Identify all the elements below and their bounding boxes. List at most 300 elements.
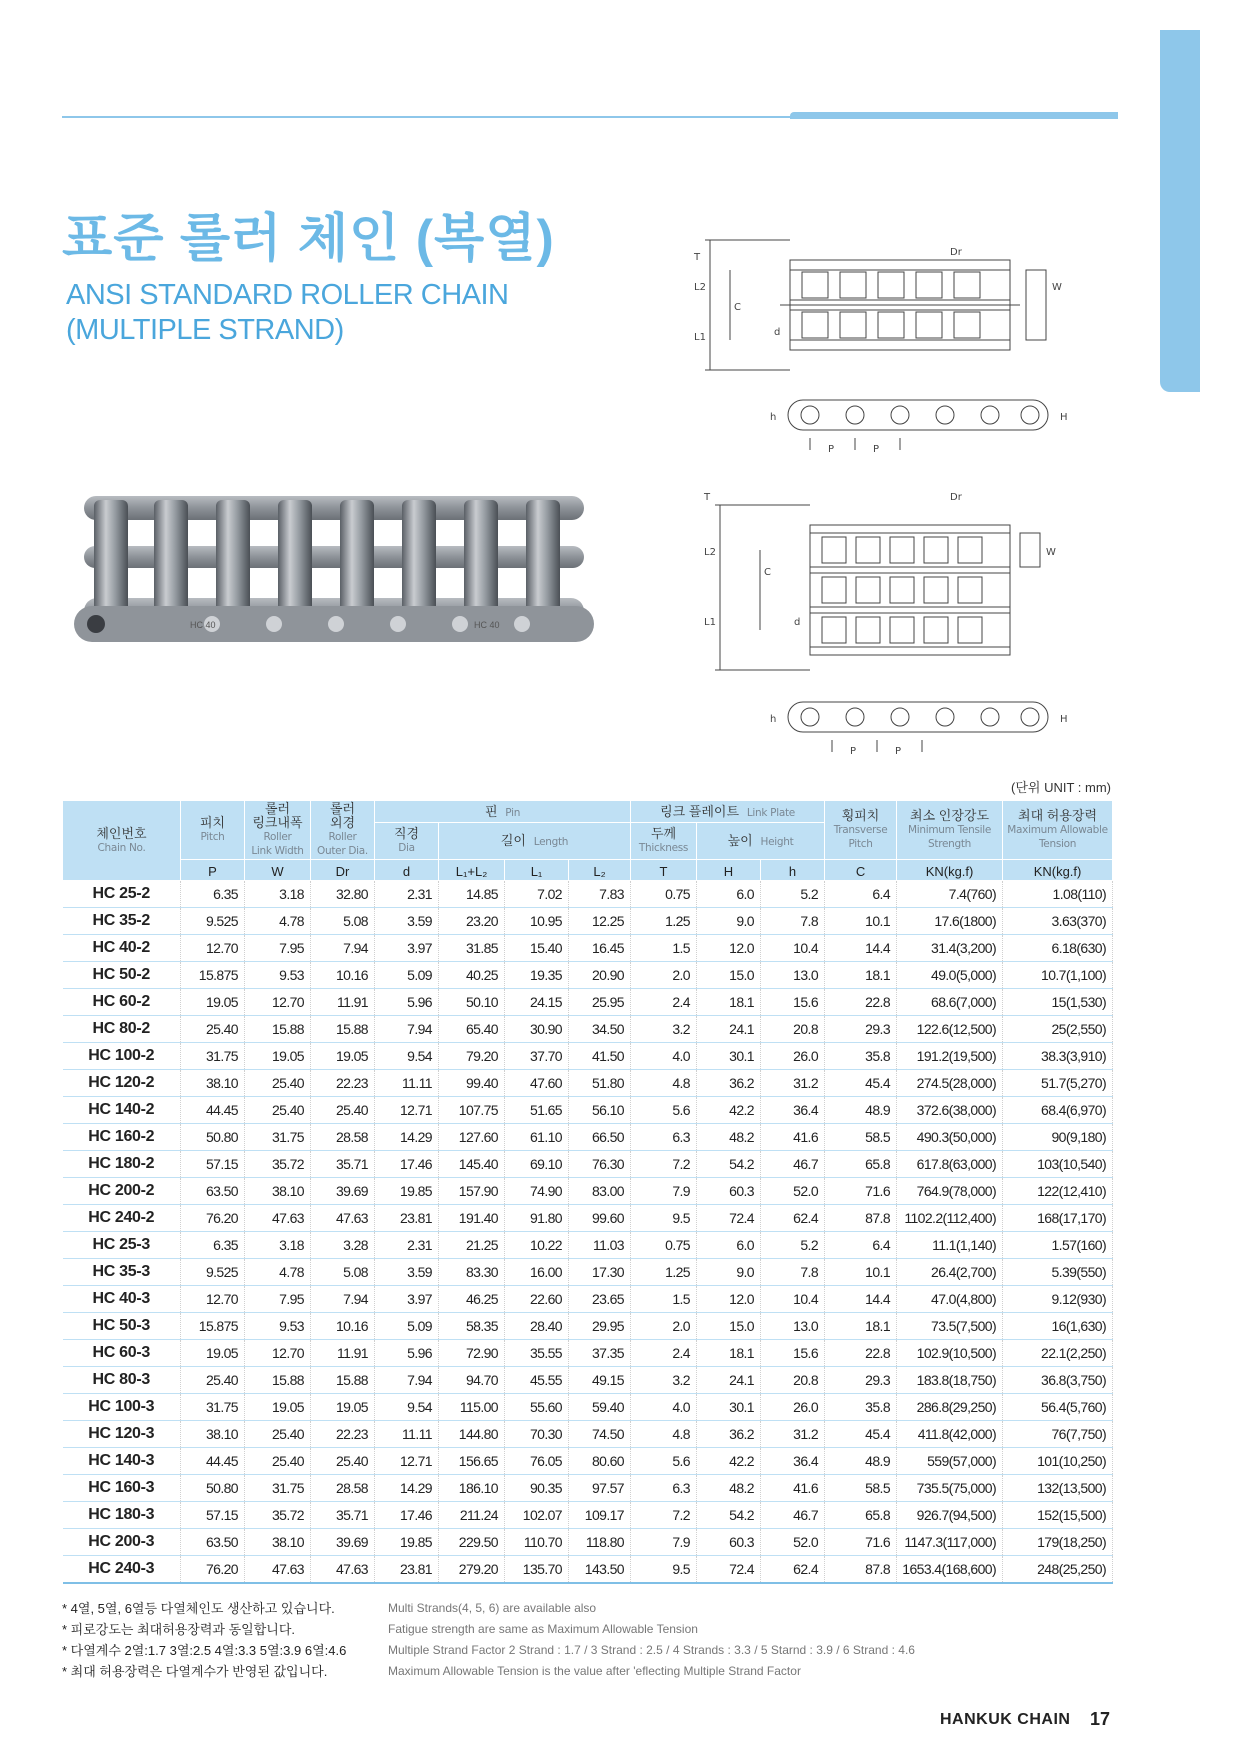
chain-number-cell: HC 100-2 — [63, 1043, 181, 1070]
label-Dr: Dr — [950, 247, 962, 258]
note-ko-4: * 최대 허용장력은 다열계수가 반영된 값입니다. — [62, 1664, 328, 1679]
table-cell: 57.15 — [181, 1502, 245, 1529]
table-cell: 2.31 — [375, 881, 439, 908]
table-row — [63, 935, 1113, 962]
table-cell: 50.80 — [181, 1124, 245, 1151]
header-pin: 핀 Pin — [375, 801, 631, 823]
label-L1: L1 — [694, 332, 706, 343]
table-row — [63, 1232, 1113, 1259]
table-cell: 411.8(42,000) — [897, 1421, 1003, 1448]
table-cell: 26.0 — [761, 1043, 825, 1070]
chain-number-cell: HC 35-3 — [63, 1259, 181, 1286]
table-cell: 58.35 — [439, 1313, 505, 1340]
unit-label: (단위 UNIT : mm) — [1011, 780, 1111, 795]
table-cell: 20.90 — [569, 962, 631, 989]
table-cell: 168(17,170) — [1003, 1205, 1113, 1232]
table-cell: 3.63(370) — [1003, 908, 1113, 935]
table-cell: 3.97 — [375, 935, 439, 962]
table-cell: 3.28 — [311, 1232, 375, 1259]
table-cell: 29.3 — [825, 1016, 897, 1043]
table-cell: 37.35 — [569, 1340, 631, 1367]
table-cell: 56.4(5,760) — [1003, 1394, 1113, 1421]
table-row — [63, 1070, 1113, 1097]
table-row — [63, 1475, 1113, 1502]
table-cell: 248(25,250) — [1003, 1556, 1113, 1584]
chain-number-cell: HC 60-2 — [63, 989, 181, 1016]
table-cell: 186.10 — [439, 1475, 505, 1502]
table-cell: 18.1 — [825, 1313, 897, 1340]
table-cell: 3.18 — [245, 1232, 311, 1259]
table-cell: 7.9 — [631, 1529, 697, 1556]
header-pitch: 피치 Pitch — [181, 801, 245, 860]
table-cell: 30.1 — [697, 1394, 761, 1421]
chain-number-cell: HC 60-3 — [63, 1340, 181, 1367]
table-cell: 17.46 — [375, 1502, 439, 1529]
table-cell: 23.81 — [375, 1205, 439, 1232]
table-cell: 12.0 — [697, 1286, 761, 1313]
table-cell: 103(10,540) — [1003, 1151, 1113, 1178]
sym-C: C — [825, 860, 897, 881]
table-row — [63, 1043, 1113, 1070]
chain-number-cell: HC 240-2 — [63, 1205, 181, 1232]
table-cell: 40.25 — [439, 962, 505, 989]
table-cell: 12.0 — [697, 935, 761, 962]
table-cell: 5.08 — [311, 1259, 375, 1286]
table-cell: 102.9(10,500) — [897, 1340, 1003, 1367]
chain-number-cell: HC 40-2 — [63, 935, 181, 962]
table-cell: 9.54 — [375, 1394, 439, 1421]
table-cell: 7.94 — [375, 1016, 439, 1043]
table-cell: 1.25 — [631, 908, 697, 935]
table-cell: 72.4 — [697, 1556, 761, 1584]
table-cell: 17.46 — [375, 1151, 439, 1178]
table-cell: 45.4 — [825, 1421, 897, 1448]
table-cell: 65.8 — [825, 1151, 897, 1178]
table-cell: 4.0 — [631, 1043, 697, 1070]
table-cell: 12.70 — [181, 935, 245, 962]
table-cell: 7.8 — [761, 908, 825, 935]
table-cell: 18.1 — [697, 1340, 761, 1367]
table-cell: 87.8 — [825, 1205, 897, 1232]
table-cell: 30.90 — [505, 1016, 569, 1043]
chain-number-cell: HC 50-2 — [63, 962, 181, 989]
table-cell: 7.02 — [505, 881, 569, 908]
table-cell: 6.35 — [181, 881, 245, 908]
table-cell: 29.95 — [569, 1313, 631, 1340]
label-h: h — [770, 412, 777, 423]
table-cell: 65.8 — [825, 1502, 897, 1529]
label-L1-3: L1 — [704, 617, 716, 628]
label-d: d — [774, 327, 781, 338]
table-cell: 46.7 — [761, 1151, 825, 1178]
table-cell: 15.0 — [697, 1313, 761, 1340]
sym-W: W — [245, 860, 311, 881]
table-cell: 11.1(1,140) — [897, 1232, 1003, 1259]
side-view-diagram-lower — [760, 690, 1090, 760]
chain-number-cell: HC 120-2 — [63, 1070, 181, 1097]
table-cell: 7.94 — [311, 1286, 375, 1313]
table-cell: 41.6 — [761, 1124, 825, 1151]
chain-number-cell: HC 200-2 — [63, 1178, 181, 1205]
table-cell: 14.4 — [825, 935, 897, 962]
table-cell: 31.75 — [245, 1475, 311, 1502]
table-cell: 58.5 — [825, 1475, 897, 1502]
table-cell: 94.70 — [439, 1367, 505, 1394]
table-cell: 72.4 — [697, 1205, 761, 1232]
page-title-english — [66, 278, 509, 348]
table-cell: 35.71 — [311, 1502, 375, 1529]
table-cell: 156.65 — [439, 1448, 505, 1475]
note-ko-2: * 피로강도는 최대허용장력과 동일합니다. — [62, 1622, 295, 1637]
table-cell: 2.0 — [631, 962, 697, 989]
table-cell: 4.78 — [245, 1259, 311, 1286]
table-cell: 10.22 — [505, 1232, 569, 1259]
label-H: H — [1060, 412, 1068, 423]
table-cell: 56.10 — [569, 1097, 631, 1124]
table-cell: 10.16 — [311, 962, 375, 989]
table-cell: 274.5(28,000) — [897, 1070, 1003, 1097]
table-cell: 38.3(3,910) — [1003, 1043, 1113, 1070]
table-cell: 18.1 — [697, 989, 761, 1016]
header-rule-accent — [790, 112, 1118, 119]
table-cell: 279.20 — [439, 1556, 505, 1584]
table-row — [63, 1151, 1113, 1178]
chain-number-cell: HC 180-2 — [63, 1151, 181, 1178]
header-pin-dia: 직경 Dia — [375, 823, 439, 860]
table-cell: 35.55 — [505, 1340, 569, 1367]
table-cell: 83.30 — [439, 1259, 505, 1286]
table-cell: 10.95 — [505, 908, 569, 935]
table-cell: 44.45 — [181, 1097, 245, 1124]
table-cell: 30.1 — [697, 1043, 761, 1070]
table-cell: 22.23 — [311, 1421, 375, 1448]
table-cell: 7.9 — [631, 1178, 697, 1205]
spec-table-body — [63, 881, 1113, 1584]
table-cell: 24.15 — [505, 989, 569, 1016]
table-cell: 5.96 — [375, 1340, 439, 1367]
table-cell: 735.5(75,000) — [897, 1475, 1003, 1502]
table-cell: 6.0 — [697, 1232, 761, 1259]
table-cell: 9.5 — [631, 1556, 697, 1584]
table-cell: 38.10 — [181, 1070, 245, 1097]
table-cell: 37.70 — [505, 1043, 569, 1070]
table-cell: 183.8(18,750) — [897, 1367, 1003, 1394]
table-cell: 76.20 — [181, 1556, 245, 1584]
page-number: 17 — [1090, 1709, 1111, 1729]
table-cell: 36.4 — [761, 1097, 825, 1124]
triple-strand-top-diagram — [700, 485, 1100, 685]
table-cell: 17.6(1800) — [897, 908, 1003, 935]
table-cell: 47.60 — [505, 1070, 569, 1097]
table-cell: 66.50 — [569, 1124, 631, 1151]
table-cell: 99.40 — [439, 1070, 505, 1097]
table-row — [63, 1340, 1113, 1367]
table-cell: 11.91 — [311, 989, 375, 1016]
table-row — [63, 1286, 1113, 1313]
table-cell: 5.09 — [375, 1313, 439, 1340]
table-cell: 91.80 — [505, 1205, 569, 1232]
chain-number-cell: HC 100-3 — [63, 1394, 181, 1421]
plate-stamp-2: HC 40 — [474, 620, 500, 630]
table-cell: 15.88 — [245, 1367, 311, 1394]
table-row — [63, 1556, 1113, 1584]
table-cell: 41.50 — [569, 1043, 631, 1070]
table-cell: 9.0 — [697, 908, 761, 935]
table-cell: 15.875 — [181, 1313, 245, 1340]
table-row — [63, 1313, 1113, 1340]
table-cell: 69.10 — [505, 1151, 569, 1178]
table-cell: 16.00 — [505, 1259, 569, 1286]
table-cell: 52.0 — [761, 1178, 825, 1205]
table-cell: 36.2 — [697, 1421, 761, 1448]
table-cell: 10.4 — [761, 1286, 825, 1313]
table-cell: 15.88 — [311, 1367, 375, 1394]
table-cell: 34.50 — [569, 1016, 631, 1043]
table-cell: 22.23 — [311, 1070, 375, 1097]
table-cell: 16(1,630) — [1003, 1313, 1113, 1340]
table-cell: 48.2 — [697, 1124, 761, 1151]
label-P-lower-2: P — [895, 746, 902, 757]
table-cell: 3.97 — [375, 1286, 439, 1313]
table-cell: 26.4(2,700) — [897, 1259, 1003, 1286]
table-cell: 13.0 — [761, 962, 825, 989]
table-cell: 21.25 — [439, 1232, 505, 1259]
table-cell: 38.10 — [245, 1529, 311, 1556]
table-cell: 152(15,500) — [1003, 1502, 1113, 1529]
table-cell: 58.5 — [825, 1124, 897, 1151]
table-cell: 25.40 — [245, 1070, 311, 1097]
table-cell: 7.95 — [245, 1286, 311, 1313]
chain-number-cell: HC 200-3 — [63, 1529, 181, 1556]
table-cell: 6.18(630) — [1003, 935, 1113, 962]
label-T-3: T — [704, 492, 711, 503]
table-cell: 19.85 — [375, 1529, 439, 1556]
double-strand-top-diagram — [690, 230, 1090, 380]
table-cell: 62.4 — [761, 1556, 825, 1584]
note-ko-1: * 4열, 5열, 6열등 다열체인도 생산하고 있습니다. — [62, 1601, 335, 1616]
title-english-line-2: (MULTIPLE STRAND) — [66, 314, 344, 346]
label-P-1: P — [828, 444, 835, 455]
table-cell: 62.4 — [761, 1205, 825, 1232]
table-cell: 68.6(7,000) — [897, 989, 1003, 1016]
chain-number-cell: HC 80-2 — [63, 1016, 181, 1043]
table-cell: 7.2 — [631, 1151, 697, 1178]
table-cell: 179(18,250) — [1003, 1529, 1113, 1556]
table-cell: 51.65 — [505, 1097, 569, 1124]
table-cell: 32.80 — [311, 881, 375, 908]
sym-T: T — [631, 860, 697, 881]
table-cell: 1.25 — [631, 1259, 697, 1286]
table-cell: 39.69 — [311, 1178, 375, 1205]
table-cell: 26.0 — [761, 1394, 825, 1421]
table-cell: 90(9,180) — [1003, 1124, 1113, 1151]
table-cell: 48.2 — [697, 1475, 761, 1502]
double-strand-chain-photo — [74, 478, 604, 656]
sym-Dr: Dr — [311, 860, 375, 881]
table-row — [63, 989, 1113, 1016]
table-cell: 47.0(4,800) — [897, 1286, 1003, 1313]
table-cell: 5.2 — [761, 1232, 825, 1259]
table-cell: 47.63 — [311, 1205, 375, 1232]
table-cell: 10.4 — [761, 935, 825, 962]
table-cell: 127.60 — [439, 1124, 505, 1151]
sym-tensile-unit: KN(kg.f) — [897, 860, 1003, 881]
table-cell: 12.70 — [245, 1340, 311, 1367]
table-cell: 617.8(63,000) — [897, 1151, 1003, 1178]
table-cell: 14.4 — [825, 1286, 897, 1313]
label-H-lower: H — [1060, 714, 1068, 725]
header-height: 높이 Height — [697, 823, 825, 860]
table-cell: 12.71 — [375, 1448, 439, 1475]
table-cell: 1.57(160) — [1003, 1232, 1113, 1259]
table-cell: 46.7 — [761, 1502, 825, 1529]
table-cell: 25.40 — [245, 1448, 311, 1475]
sym-L-total: L₁+L₂ — [439, 860, 505, 881]
table-cell: 23.20 — [439, 908, 505, 935]
table-cell: 22.8 — [825, 1340, 897, 1367]
chain-number-cell: HC 160-2 — [63, 1124, 181, 1151]
table-cell: 61.10 — [505, 1124, 569, 1151]
table-cell: 7.95 — [245, 935, 311, 962]
label-d-3: d — [794, 617, 801, 628]
header-row-1 — [63, 801, 1113, 823]
table-cell: 490.3(50,000) — [897, 1124, 1003, 1151]
sym-P: P — [181, 860, 245, 881]
table-cell: 3.2 — [631, 1367, 697, 1394]
table-cell: 76.05 — [505, 1448, 569, 1475]
table-cell: 6.3 — [631, 1475, 697, 1502]
table-row — [63, 1259, 1113, 1286]
plate-stamp-1: HC 40 — [190, 620, 216, 630]
table-cell: 5.6 — [631, 1097, 697, 1124]
table-cell: 45.55 — [505, 1367, 569, 1394]
table-cell: 63.50 — [181, 1529, 245, 1556]
table-cell: 15.88 — [311, 1016, 375, 1043]
table-cell: 135.70 — [505, 1556, 569, 1584]
table-row — [63, 1448, 1113, 1475]
table-cell: 28.58 — [311, 1475, 375, 1502]
table-cell: 19.05 — [181, 989, 245, 1016]
table-cell: 60.3 — [697, 1178, 761, 1205]
table-row — [63, 1394, 1113, 1421]
table-cell: 1102.2(112,400) — [897, 1205, 1003, 1232]
table-cell: 3.2 — [631, 1016, 697, 1043]
table-cell: 6.3 — [631, 1124, 697, 1151]
table-cell: 3.59 — [375, 1259, 439, 1286]
table-cell: 48.9 — [825, 1448, 897, 1475]
table-cell: 24.1 — [697, 1016, 761, 1043]
table-cell: 12.71 — [375, 1097, 439, 1124]
table-cell: 74.90 — [505, 1178, 569, 1205]
table-cell: 7.83 — [569, 881, 631, 908]
note-en-3: Multiple Strand Factor 2 Strand : 1.7 / 3 Strand : 2.5 / 4 Strands : 3.3 / 5 Starnd : 3.9 / 6 Strand : 4.6 — [388, 1643, 915, 1657]
header-chain-no: 체인번호 Chain No. — [63, 801, 181, 881]
table-cell: 3.59 — [375, 908, 439, 935]
table-cell: 102.07 — [505, 1502, 569, 1529]
label-L2: L2 — [694, 282, 706, 293]
label-W-3: W — [1046, 547, 1056, 558]
table-cell: 31.75 — [181, 1394, 245, 1421]
table-cell: 35.72 — [245, 1502, 311, 1529]
table-cell: 19.05 — [181, 1340, 245, 1367]
table-row — [63, 1124, 1113, 1151]
chain-number-cell: HC 80-3 — [63, 1367, 181, 1394]
label-L2-3: L2 — [704, 547, 716, 558]
table-cell: 25.40 — [181, 1367, 245, 1394]
chain-number-cell: HC 35-2 — [63, 908, 181, 935]
chain-number-cell: HC 25-3 — [63, 1232, 181, 1259]
table-cell: 35.71 — [311, 1151, 375, 1178]
table-cell: 87.8 — [825, 1556, 897, 1584]
table-cell: 28.58 — [311, 1124, 375, 1151]
table-cell: 157.90 — [439, 1178, 505, 1205]
table-cell: 49.15 — [569, 1367, 631, 1394]
table-cell: 2.4 — [631, 1340, 697, 1367]
table-cell: 49.0(5,000) — [897, 962, 1003, 989]
table-cell: 9.525 — [181, 908, 245, 935]
table-cell: 132(13,500) — [1003, 1475, 1113, 1502]
table-cell: 42.2 — [697, 1448, 761, 1475]
table-cell: 5.39(550) — [1003, 1259, 1113, 1286]
table-cell: 9.525 — [181, 1259, 245, 1286]
table-cell: 47.63 — [311, 1556, 375, 1584]
table-cell: 24.1 — [697, 1367, 761, 1394]
footer-brand: HANKUK CHAIN — [940, 1711, 1071, 1728]
header-transverse-pitch: 횡피치 Transverse Pitch — [825, 801, 897, 860]
table-cell: 9.12(930) — [1003, 1286, 1113, 1313]
table-cell: 2.4 — [631, 989, 697, 1016]
table-cell: 31.4(3,200) — [897, 935, 1003, 962]
table-cell: 559(57,000) — [897, 1448, 1003, 1475]
table-cell: 6.0 — [697, 881, 761, 908]
table-cell: 90.35 — [505, 1475, 569, 1502]
table-cell: 59.40 — [569, 1394, 631, 1421]
table-cell: 372.6(38,000) — [897, 1097, 1003, 1124]
table-cell: 55.60 — [505, 1394, 569, 1421]
title-english-line-1: ANSI STANDARD ROLLER CHAIN — [66, 279, 509, 311]
table-cell: 122.6(12,500) — [897, 1016, 1003, 1043]
label-C: C — [734, 302, 741, 313]
table-row — [63, 962, 1113, 989]
chain-number-cell: HC 50-3 — [63, 1313, 181, 1340]
table-cell: 76(7,750) — [1003, 1421, 1113, 1448]
table-row — [63, 1205, 1113, 1232]
table-cell: 229.50 — [439, 1529, 505, 1556]
table-cell: 5.09 — [375, 962, 439, 989]
sym-d: d — [375, 860, 439, 881]
table-cell: 144.80 — [439, 1421, 505, 1448]
table-cell: 23.65 — [569, 1286, 631, 1313]
table-cell: 25.40 — [311, 1448, 375, 1475]
label-P-2: P — [873, 444, 880, 455]
table-cell: 22.1(2,250) — [1003, 1340, 1113, 1367]
table-cell: 13.0 — [761, 1313, 825, 1340]
table-cell: 12.70 — [181, 1286, 245, 1313]
table-cell: 9.0 — [697, 1259, 761, 1286]
table-cell: 31.75 — [181, 1043, 245, 1070]
table-cell: 68.4(6,970) — [1003, 1097, 1113, 1124]
chain-number-cell: HC 180-3 — [63, 1502, 181, 1529]
table-cell: 31.85 — [439, 935, 505, 962]
table-row — [63, 881, 1113, 908]
table-cell: 4.8 — [631, 1421, 697, 1448]
table-cell: 11.11 — [375, 1070, 439, 1097]
table-cell: 1147.3(117,000) — [897, 1529, 1003, 1556]
table-cell: 1.5 — [631, 935, 697, 962]
table-cell: 115.00 — [439, 1394, 505, 1421]
table-cell: 38.10 — [181, 1421, 245, 1448]
label-T: T — [694, 252, 701, 263]
